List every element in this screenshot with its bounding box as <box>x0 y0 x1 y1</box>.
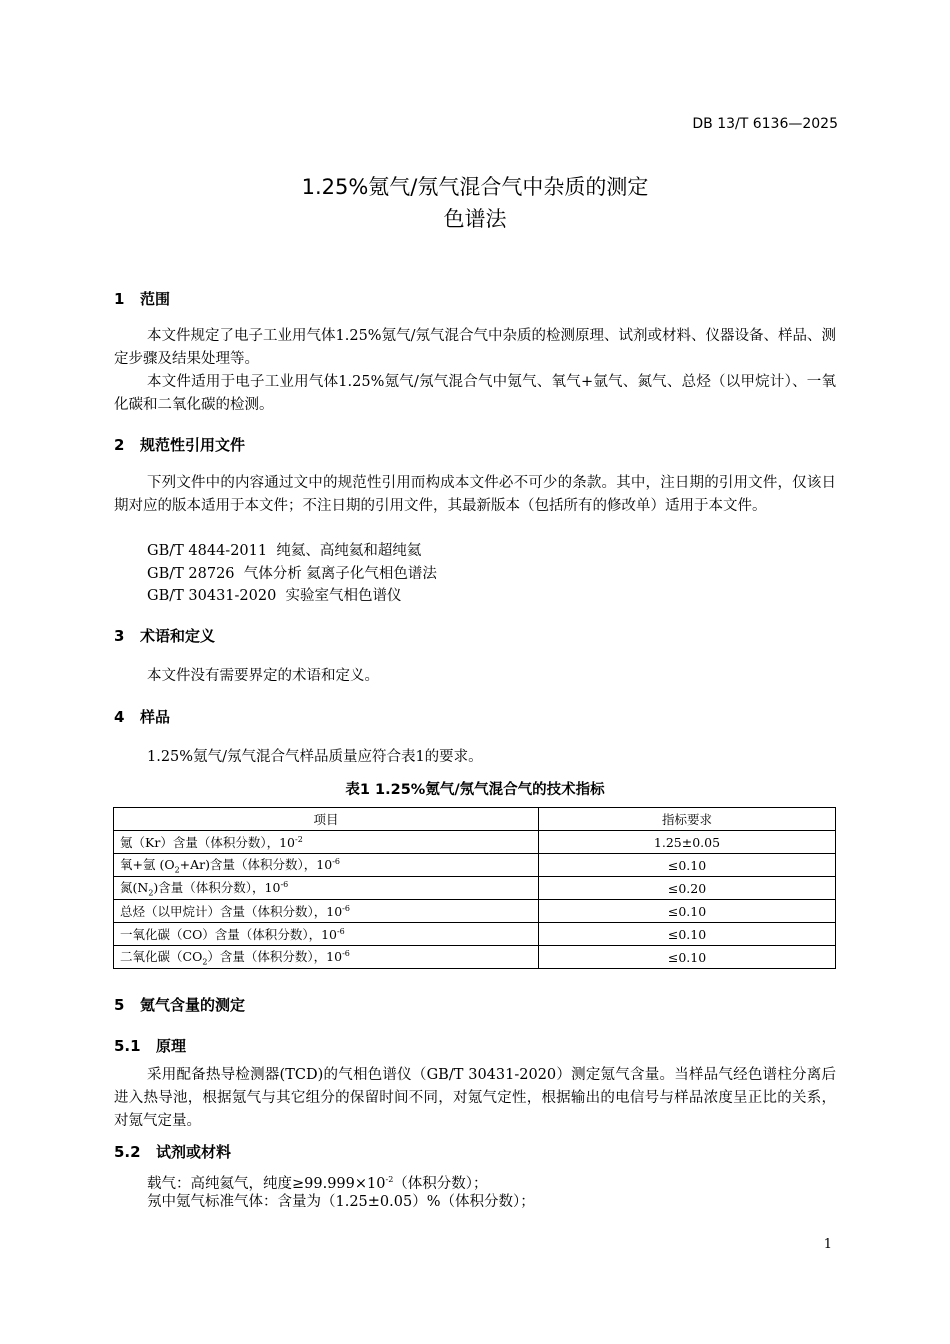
document-title: 1.25%氪气/氖气混合气中杂质的测定 <box>301 175 649 199</box>
section-5-heading <box>114 994 245 1015</box>
item-cell: 氧+氩 $(O_2+Ar)$含量（体积分数），$10^{-6}$ <box>114 854 539 877</box>
table-row <box>114 923 836 946</box>
section-1-heading <box>114 288 170 309</box>
section-number: 4 <box>114 708 125 726</box>
material-line-standard-gas: 氖中氪气标准气体：含量为（1.25±0.05）%（体积分数）； <box>147 1194 535 1210</box>
item-cell: 一氧化碳（CO）含量（体积分数），$10^{-6}$ <box>114 923 539 946</box>
document-number: DB 13/T 6136—2025 <box>692 116 838 132</box>
material-line-carrier-gas: 载气：高纯氦气，纯度$\ge 99.999\times 10^{-2}$（体积分数）； <box>147 1175 488 1192</box>
section-number: 1 <box>114 290 125 308</box>
value-cell: ≤0.20 <box>539 877 836 900</box>
section-1-paragraph-1: 本文件规定了电子工业用气体1.25%氪气/氖气混合气中杂质的检测原理、试剂或材料、仪器设备、样品、测定步骤及结果处理等。 <box>114 328 836 367</box>
section-title: 样品 <box>140 708 171 726</box>
section-5-1-heading <box>114 1035 186 1056</box>
value-cell: ≤0.10 <box>539 900 836 923</box>
section-3-paragraph-1: 本文件没有需要界定的术语和定义。 <box>147 668 379 684</box>
page-number: 1 <box>823 1237 832 1252</box>
section-title: 规范性引用文件 <box>140 436 246 454</box>
section-5-2-heading <box>114 1141 231 1162</box>
reference-item: GB/T 4844-2011 纯氦、高纯氦和超纯氦 <box>147 543 422 559</box>
table-row <box>114 831 836 854</box>
column-header-value: 指标要求 <box>539 808 836 831</box>
reference-item: GB/T 28726 气体分析 氦离子化气相色谱法 <box>147 566 437 582</box>
section-title: 试剂或材料 <box>156 1143 232 1161</box>
section-number: 3 <box>114 627 125 645</box>
value-cell: ≤0.10 <box>539 854 836 877</box>
table-header-row <box>114 808 836 831</box>
section-3-heading <box>114 625 215 646</box>
item-cell: 总烃（以甲烷计）含量（体积分数），$10^{-6}$ <box>114 900 539 923</box>
section-number: 5.1 <box>114 1037 141 1055</box>
value-cell: ≤0.10 <box>539 923 836 946</box>
section-number: 5.2 <box>114 1143 141 1161</box>
value-cell: 1.25±0.05 <box>539 831 836 854</box>
table-caption: 表1 1.25%氪气/氖气混合气的技术指标 <box>345 782 605 798</box>
item-cell: 氪（Kr）含量（体积分数），$10^{-2}$ <box>114 831 539 854</box>
section-title: 范围 <box>140 290 171 308</box>
spec-table <box>113 807 836 969</box>
item-cell: 氮$(N_2)$含量（体积分数），$10^{-6}$ <box>114 877 539 900</box>
column-header-item: 项目 <box>114 808 539 831</box>
section-title: 原理 <box>156 1037 187 1055</box>
item-cell: 二氧化碳$(CO_2)$含量（体积分数），$10^{-6}$ <box>114 946 539 969</box>
table-row <box>114 900 836 923</box>
table-row <box>114 877 836 900</box>
reference-item: GB/T 30431-2020 实验室气相色谱仪 <box>147 588 402 604</box>
section-number: 5 <box>114 996 125 1014</box>
section-1-paragraph-2: 本文件适用于电子工业用气体1.25%氪气/氖气混合气中氪气、氧气+氩气、氮气、总烃（以甲烷计）、一氧化碳和二氧化碳的检测。 <box>114 374 836 413</box>
section-4-paragraph-1: 1.25%氪气/氖气混合气样品质量应符合表1的要求。 <box>147 749 483 765</box>
section-2-paragraph-1: 下列文件中的内容通过文中的规范性引用而构成本文件必不可少的条款。其中，注日期的引用文件，仅该日期对应的版本适用于本文件；不注日期的引用文件，其最新版本（包括所有的修改单）适用于本文件。 <box>114 475 836 514</box>
section-number: 2 <box>114 436 125 454</box>
document-subtitle: 色谱法 <box>443 207 507 231</box>
section-4-heading <box>114 706 170 727</box>
value-cell: ≤0.10 <box>539 946 836 969</box>
table-row <box>114 854 836 877</box>
section-title: 氪气含量的测定 <box>140 996 246 1014</box>
section-title: 术语和定义 <box>140 627 216 645</box>
table-row <box>114 946 836 969</box>
section-2-heading <box>114 434 245 455</box>
section-5-1-paragraph-1: 采用配备热导检测器(TCD)的气相色谱仪（GB/T 30431-2020）测定氪气含量。当样品气经色谱柱分离后进入热导池，根据氪气与其它组分的保留时间不同，对氪气定性，根据输出的电信号与样品浓度呈正比的关系，对氪气定量。 <box>114 1067 836 1129</box>
